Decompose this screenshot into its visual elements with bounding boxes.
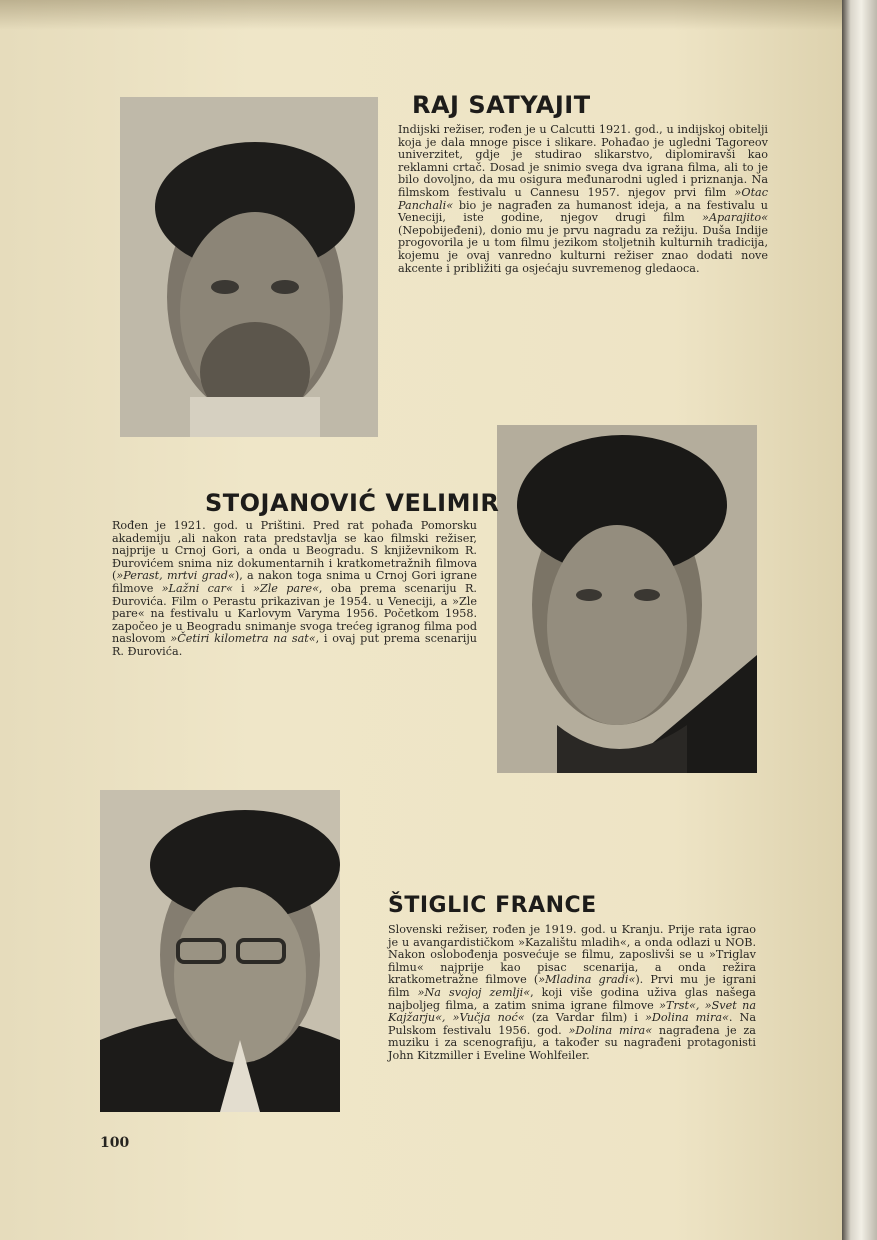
entry-bio <box>112 520 477 659</box>
film-title: »Aparajito« <box>702 211 768 225</box>
film-title: »Četiri kilometra na sat« <box>170 632 316 646</box>
bio-text: , koji više godina uživa glas našega najboljeg filma, a zatim snima igrane filmove <box>388 985 756 1012</box>
entry-bio <box>388 924 756 1063</box>
film-title: »Trst«, »Svet na Kajžarju«, »Vučja noć« <box>388 998 756 1025</box>
film-title: »Zle pare« <box>253 581 319 595</box>
page-number: 100 <box>100 1135 130 1151</box>
film-title: »Perast, mrtvi grad« <box>116 569 235 583</box>
film-title: »Mladina gradi« <box>538 973 636 987</box>
bio-text: ). Prvi mu je igrani film <box>388 973 756 999</box>
bio-text: , oba prema scenariju R. Đurovića. Film o Perastu prikazivan je 1954. u Veneciji, a »Zle pare« na festivalu u Karlovym Varyma 1956. Početkom 1958. započeo je u Beogradu snimanje svoga trećeg igranog filma pod naslovom <box>112 581 477 646</box>
page-edge-shadow <box>0 0 842 30</box>
bio-text: Rođen je 1921. god. u Prištini. Pred rat pohađa Pomorsku akademiju ,ali nakon rata predstavlja se kao filmski režiser, najprije u Crnoj Gori, a onda u Beogradu. S književnikom R. Đurovićem snima niz dokumentarnih i kratkometražnih filmova ( <box>112 519 477 583</box>
bio-text: Slovenski režiser, rođen je 1919. god. u Kranju. Prije rata igrao je u avangardističkom »Kazalištu mladih«, a onda odlazi u NOB. Nakon oslobođenja posvećuje se filmu, zaposlivši se u »Triglav filmu« najprije kao pisac scenarija, a onda režira kratkometražne filmove ( <box>388 923 756 987</box>
bio-text: (za Vardar film) i <box>524 1011 646 1025</box>
adjacent-page-edge <box>842 0 877 1240</box>
film-title: »Na svojoj zemlji« <box>417 985 531 999</box>
bio-text: ), a nakon toga snima u Crnoj Gori igrane filmove <box>112 569 477 595</box>
entry-bio <box>398 124 768 275</box>
film-title: »Otac Panchali« <box>398 185 768 212</box>
bio-text: i <box>232 581 254 595</box>
portrait-image <box>120 97 378 437</box>
bio-text: , i ovaj put prema scenariju R. Đurovića. <box>112 632 478 658</box>
film-title: »Dolina mira« <box>645 1011 729 1025</box>
photo-stojanovic-velimir <box>497 425 757 773</box>
photo-raj-satyajit <box>120 97 378 437</box>
film-title: »Lažni car« <box>161 581 233 595</box>
bio-text: nagrađena je za muziku i za scenografiju, a također su nagrađeni protagonisti John Kitzmiller i Eveline Wohlfeiler. <box>388 1023 756 1062</box>
bio-text: bio je nagrađen za humanost ideja, a na festivalu u Veneciji, iste godine, njegov drugi film <box>398 198 768 225</box>
entry-name: STOJANOVIĆ VELIMIR <box>205 489 500 517</box>
film-title: »Dolina mira« <box>568 1023 653 1037</box>
portrait-image <box>497 425 757 773</box>
bio-text: Indijski režiser, rođen je u Calcutti 1921. god., u indijskoj obitelji koja je dala mnoge pisce i slikare. Pohađao je ugledni Tagoreov univerzitet, gdje je studirao slikarstvo, diplomiravši kao reklamni crtač. Dosad je snimio svega dva igrana filma, ali to je bilo dovoljno, da mu osigura međunarodni ugled i priznanja. Na filmskom festivalu u Cannesu 1957. njegov prvi film <box>398 123 768 199</box>
entry-name: RAJ SATYAJIT <box>412 91 591 119</box>
bio-text: . Na Pulskom festivalu 1956. god. <box>388 1011 756 1037</box>
entry-name: ŠTIGLIC FRANCE <box>388 893 597 918</box>
bio-text: (Nepobijeđeni), donio mu je prvu nagradu za režiju. Duša Indije progovorila je u tom filmu jezikom stoljetnih kulturnih tradicija, kojemu je ovaj vanredno kulturni režiser znao dodati nove akcente i približiti ga osjećaju suvremenog gledaoca. <box>398 223 768 275</box>
portrait-image <box>100 790 340 1112</box>
photo-stiglic-france <box>100 790 340 1112</box>
